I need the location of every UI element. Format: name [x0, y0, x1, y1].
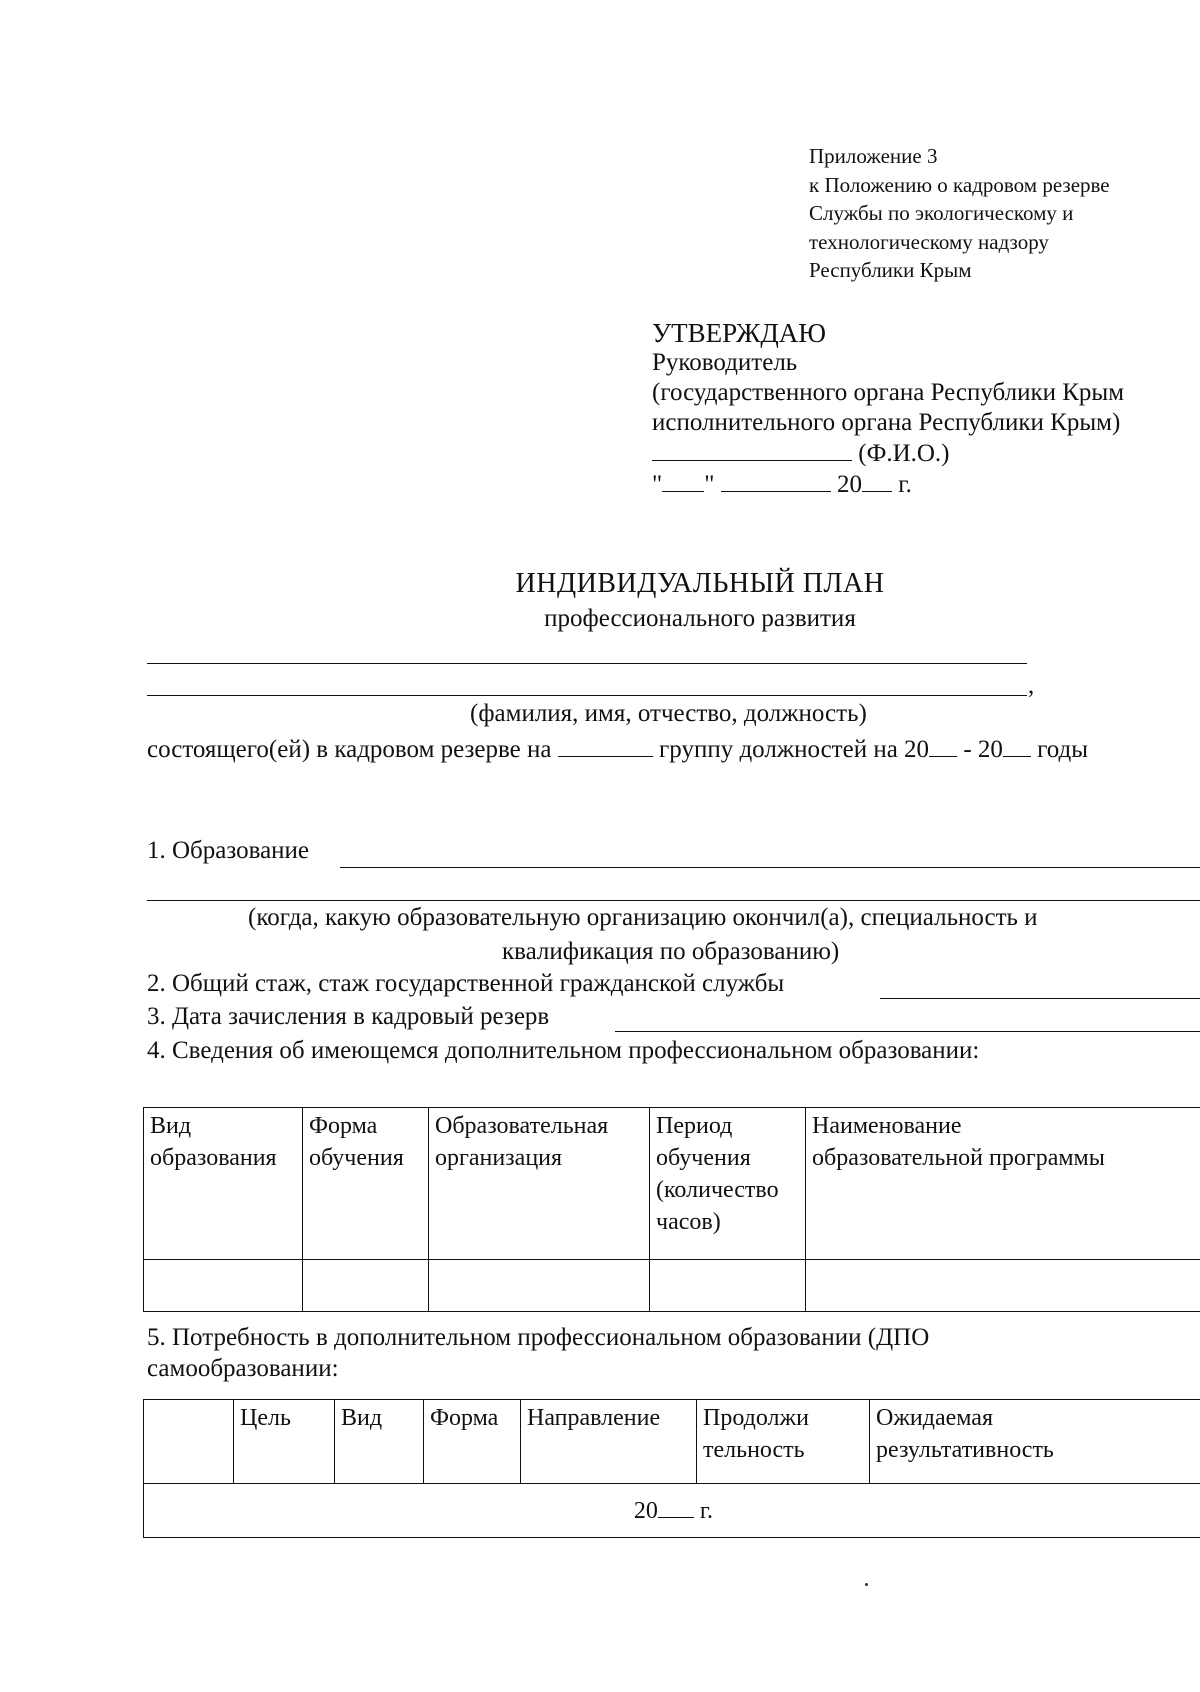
- approval-organ-line1: (государственного органа Республики Крым: [652, 379, 1125, 406]
- header-line: образования: [150, 1145, 277, 1171]
- quote-open: ": [652, 471, 663, 498]
- reserve-line: [147, 734, 1088, 764]
- header-line: Наименование: [812, 1113, 962, 1139]
- header-line: Вид: [150, 1113, 192, 1139]
- reserve-date-label: 3. Дата зачисления в кадровый резерв: [147, 1003, 550, 1030]
- year-suffix: г.: [898, 471, 912, 498]
- approval-position: Руководитель: [652, 349, 798, 376]
- header-line: Цель: [240, 1405, 291, 1431]
- year-suffix: г.: [699, 1497, 714, 1524]
- year-prefix: 20: [633, 1497, 658, 1524]
- year-from-blank: [929, 734, 957, 757]
- header-line: Форма: [309, 1113, 378, 1139]
- header-line: образовательной программы: [812, 1145, 1105, 1171]
- appendix-header: [809, 142, 1110, 285]
- table-cell: [429, 1260, 650, 1312]
- approval-date-row: [652, 469, 1124, 500]
- header-line: Период: [656, 1113, 733, 1139]
- month-blank: [721, 469, 831, 492]
- scan-speck: [865, 1583, 868, 1586]
- header-line: Образовательная: [435, 1113, 609, 1139]
- appendix-line: Службы по экологическому и: [809, 201, 1074, 225]
- header-line: Форма: [430, 1405, 499, 1431]
- table-header-row: [144, 1108, 1200, 1260]
- approval-organ-line2: исполнительного органа Республики Крым): [652, 409, 1121, 436]
- header-education-type: [144, 1108, 303, 1260]
- quote-close: ": [704, 471, 715, 498]
- header-expected-result: [870, 1400, 1200, 1484]
- education-caption-2: квалификация по образованию): [502, 938, 840, 965]
- year-to-blank: [1003, 734, 1031, 757]
- header-form: [424, 1400, 521, 1484]
- approval-block: [652, 318, 1124, 500]
- header-line: тельность: [703, 1437, 805, 1463]
- year-prefix: 20: [836, 471, 862, 498]
- table-cell: [303, 1260, 429, 1312]
- name-line-1: [147, 663, 1027, 664]
- name-caption: (фамилия, имя, отчество, должность): [470, 700, 867, 727]
- header-duration: [697, 1400, 870, 1484]
- approval-fio: (Ф.И.О.): [858, 440, 950, 467]
- header-study-period: [650, 1108, 806, 1260]
- table-cell: [650, 1260, 806, 1312]
- education-line-2: [147, 900, 1200, 901]
- additional-edu-label: 4. Сведения об имеющемся дополнительном профессиональном образовании:: [147, 1037, 980, 1064]
- table-year-row: [144, 1484, 1200, 1538]
- reserve-text-3: - 20: [963, 736, 1003, 763]
- education-line-1: [340, 867, 1200, 868]
- header-line: организация: [435, 1145, 563, 1171]
- header-line: Продолжи: [703, 1405, 809, 1431]
- reserve-text-2: группу должностей на 20: [659, 736, 930, 763]
- header-line: обучения: [656, 1145, 751, 1171]
- approval-signature-row: [652, 438, 1124, 469]
- additional-education-table: [143, 1107, 1200, 1312]
- need-label-line2: самообразовании:: [147, 1355, 339, 1382]
- table-cell: [806, 1260, 1200, 1312]
- appendix-line: технологическому надзору: [809, 229, 1049, 254]
- group-blank: [558, 734, 653, 757]
- education-label: 1. Образование: [147, 837, 310, 864]
- year-blank: [862, 469, 892, 492]
- signature-blank: [652, 438, 852, 461]
- table-row: [144, 1260, 1200, 1312]
- plan-title: ИНДИВИДУАЛЬНЫЙ ПЛАН: [515, 568, 885, 599]
- education-need-table: [143, 1399, 1200, 1538]
- experience-label: 2. Общий стаж, стаж государственной гражданской службы: [147, 970, 785, 997]
- plan-subtitle: профессионального развития: [544, 605, 856, 632]
- header-line: результативность: [876, 1437, 1054, 1463]
- reserve-text-1: состоящего(ей) в кадровом резерве на: [147, 736, 552, 763]
- need-label-line1: 5. Потребность в дополнительном профессиональном образовании (ДПО: [147, 1324, 930, 1351]
- table-header-row: [144, 1400, 1200, 1484]
- appendix-line: Приложение 3: [809, 144, 938, 168]
- header-type: [335, 1400, 424, 1484]
- experience-line: [880, 998, 1200, 999]
- header-line: часов): [656, 1209, 721, 1235]
- appendix-line: Республики Крым: [809, 258, 972, 282]
- education-caption-1: (когда, какую образовательную организацию окончил(а), специальность и: [248, 904, 1038, 931]
- reserve-text-4: годы: [1037, 736, 1089, 763]
- table-cell: [144, 1260, 303, 1312]
- appendix-line: к Положению о кадровом резерве: [809, 172, 1110, 197]
- name-comma: ,: [1028, 672, 1035, 699]
- header-direction: [521, 1400, 697, 1484]
- reserve-date-line: [615, 1031, 1200, 1032]
- header-goal: [234, 1400, 335, 1484]
- header-study-form: [303, 1108, 429, 1260]
- year-cell: [144, 1484, 1200, 1538]
- year-blank: [658, 1497, 694, 1518]
- name-line-2: [147, 695, 1027, 696]
- header-organization: [429, 1108, 650, 1260]
- header-line: Направление: [527, 1405, 661, 1431]
- approval-title: УТВЕРЖДАЮ: [652, 318, 827, 348]
- header-empty: [144, 1400, 234, 1484]
- header-line: обучения: [309, 1145, 404, 1171]
- day-blank: [662, 469, 704, 492]
- header-program-name: [806, 1108, 1200, 1260]
- header-line: Вид: [341, 1405, 383, 1431]
- header-line: Ожидаемая: [876, 1405, 993, 1431]
- header-line: (количество: [656, 1177, 779, 1203]
